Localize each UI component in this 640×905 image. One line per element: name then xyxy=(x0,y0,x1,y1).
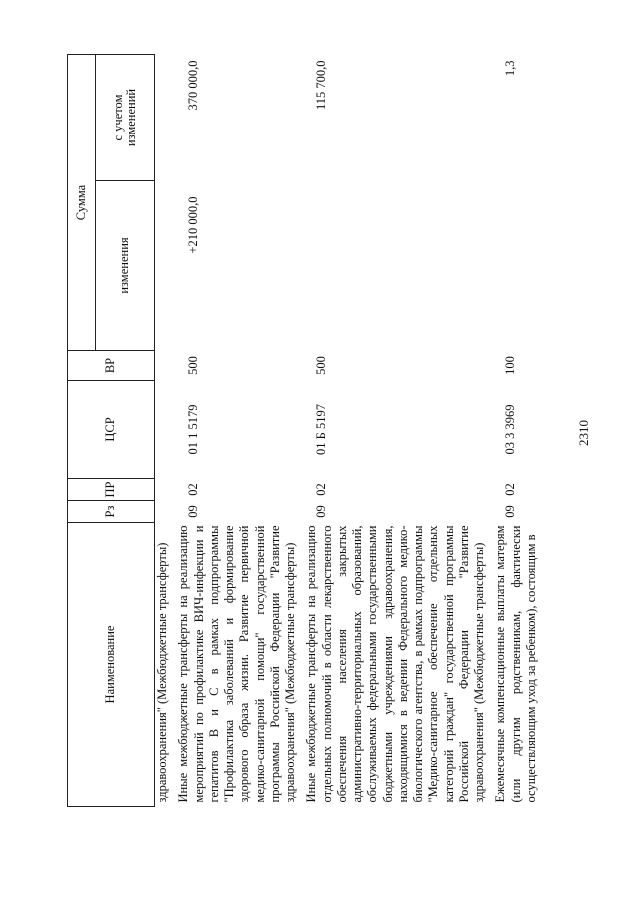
row-total: 370 000,0 xyxy=(186,60,201,111)
row-total: 1,3 xyxy=(503,60,518,77)
table-row xyxy=(491,55,543,807)
budget-table xyxy=(67,54,543,807)
row-name: здравоохранения" (Межбюджетные трансферты) xyxy=(155,542,169,803)
row-rz: 09 xyxy=(314,505,329,518)
table-row xyxy=(174,55,302,807)
row-vr: 100 xyxy=(503,356,518,375)
row-rz: 09 xyxy=(503,505,518,518)
header-with-changes-line2: изменений xyxy=(123,88,138,147)
header-vr: ВР xyxy=(68,351,155,381)
row-vr xyxy=(155,351,175,381)
row-csr: 03 3 3969 xyxy=(503,404,518,455)
row-name: Иные межбюджетные трансферты на реализацию отдельных полномочий в области лекарственного обеспечения населения закрытых административно-территориальных образований, обслуживаемых федеральными государственными бюджетными учреждениями здравоохранения, находящимися в ведении Федерального медико-биологического агентства, в рамках подпрограммы "Медико-санитарное обеспечение отдельных категорий граждан" государственной программы Российской Федерации "Развитие здравоохранения" (Межбюджетные трансферты) xyxy=(304,525,486,803)
row-pr: 02 xyxy=(503,483,518,496)
row-changes xyxy=(155,181,175,351)
header-rz: Рз xyxy=(68,501,155,523)
row-csr xyxy=(155,381,175,479)
row-csr: 01 1 5179 xyxy=(186,404,201,455)
header-changes: изменения xyxy=(95,181,154,351)
row-total: 115 700,0 xyxy=(314,60,329,111)
header-name: Наименование xyxy=(68,523,155,807)
row-pr: 02 xyxy=(186,483,201,496)
table-row xyxy=(155,55,175,807)
row-changes xyxy=(302,181,491,351)
row-changes xyxy=(491,181,543,351)
row-csr: 01 Б 5197 xyxy=(314,404,329,455)
header-with-changes-line1: с учетом xyxy=(110,94,125,141)
header-with-changes xyxy=(95,55,154,181)
header-pr: ПР xyxy=(68,479,155,501)
table-row xyxy=(302,55,491,807)
table-header-row xyxy=(68,55,96,807)
row-changes: +210 000,0 xyxy=(186,196,201,254)
row-total xyxy=(155,55,175,181)
header-sum: Сумма xyxy=(68,55,96,351)
header-csr: ЦСР xyxy=(68,381,155,479)
page-number: 2310 xyxy=(576,420,591,446)
row-vr: 500 xyxy=(314,356,329,375)
row-rz xyxy=(155,501,175,523)
row-rz: 09 xyxy=(186,505,201,518)
row-pr: 02 xyxy=(314,483,329,496)
row-name: Иные межбюджетные трансферты на реализацию мероприятий по профилактике ВИЧ-инфекции и гепатитов В и С в рамках подпрограммы "Профилактика заболеваний и формирование здорового образа жизни. Развитие первичной медико-санитарной помощи" государственной программы Российской Федерации "Развитие здравоохранения" (Межбюджетные трансферты) xyxy=(176,525,297,803)
row-vr: 500 xyxy=(186,356,201,375)
row-pr xyxy=(155,479,175,501)
row-name: Ежемесячные компенсационные выплаты матерям (или другим родственникам, фактически осуществляющим уход за ребенком), состоящим в xyxy=(493,525,538,803)
